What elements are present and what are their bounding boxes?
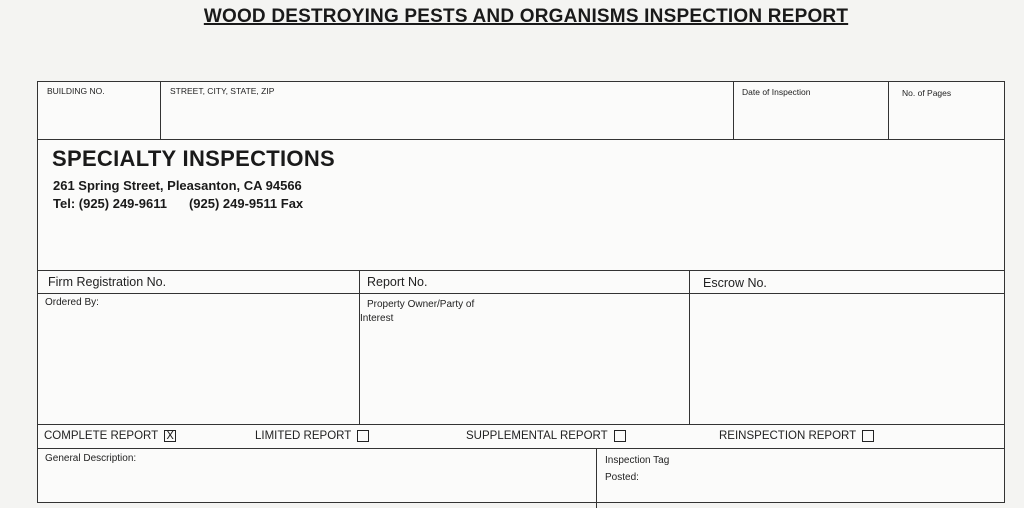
- divider: [733, 82, 734, 139]
- complete-report-checkbox[interactable]: X: [164, 430, 176, 442]
- no-of-pages-label: No. of Pages: [902, 88, 952, 98]
- reinspection-report-option[interactable]: [719, 430, 874, 442]
- supplemental-report-label: SUPPLEMENTAL REPORT: [466, 430, 608, 442]
- general-description-label: General Description:: [45, 453, 137, 464]
- property-owner-label-line2: Interest: [360, 313, 394, 324]
- divider: [38, 293, 1004, 294]
- divider: [359, 270, 360, 424]
- complete-report-label: COMPLETE REPORT: [44, 430, 159, 442]
- company-name: SPECIALTY INSPECTIONS: [52, 146, 335, 171]
- escrow-no-label: Escrow No.: [703, 276, 767, 290]
- divider: [38, 424, 1004, 425]
- company-phone: Tel: (925) 249-9611: [53, 196, 167, 211]
- reinspection-report-label: REINSPECTION REPORT: [719, 430, 857, 442]
- firm-registration-label: Firm Registration No.: [48, 275, 167, 289]
- ordered-by-label: Ordered By:: [45, 297, 99, 308]
- limited-report-checkbox[interactable]: [357, 430, 369, 442]
- divider: [38, 448, 1004, 449]
- reinspection-report-checkbox[interactable]: [862, 430, 874, 442]
- divider: [38, 270, 1004, 271]
- company-fax: (925) 249-9511 Fax: [188, 196, 304, 211]
- posted-label: Posted:: [605, 472, 639, 483]
- inspection-tag-label: Inspection Tag: [605, 455, 670, 466]
- report-no-label: Report No.: [367, 275, 428, 289]
- report-title: WOOD DESTROYING PESTS AND ORGANISMS INSPECTION REPORT: [203, 6, 849, 27]
- street-label: STREET, CITY, STATE, ZIP: [170, 86, 275, 96]
- divider: [689, 270, 690, 424]
- supplemental-report-checkbox[interactable]: [614, 430, 626, 442]
- building-no-label: BUILDING NO.: [47, 86, 105, 96]
- limited-report-option[interactable]: [255, 430, 369, 442]
- inspection-form: [37, 81, 1005, 503]
- supplemental-report-option[interactable]: [466, 430, 626, 442]
- divider: [888, 82, 889, 139]
- divider: [596, 448, 597, 508]
- divider: [160, 82, 161, 139]
- limited-report-label: LIMITED REPORT: [255, 430, 352, 442]
- date-of-inspection-label: Date of Inspection: [742, 87, 811, 97]
- divider: [38, 139, 1004, 140]
- property-owner-label-line1: Property Owner/Party of: [367, 299, 475, 310]
- company-phone-line: [53, 196, 303, 211]
- complete-report-option[interactable]: [44, 430, 176, 442]
- company-address: 261 Spring Street, Pleasanton, CA 94566: [53, 178, 302, 193]
